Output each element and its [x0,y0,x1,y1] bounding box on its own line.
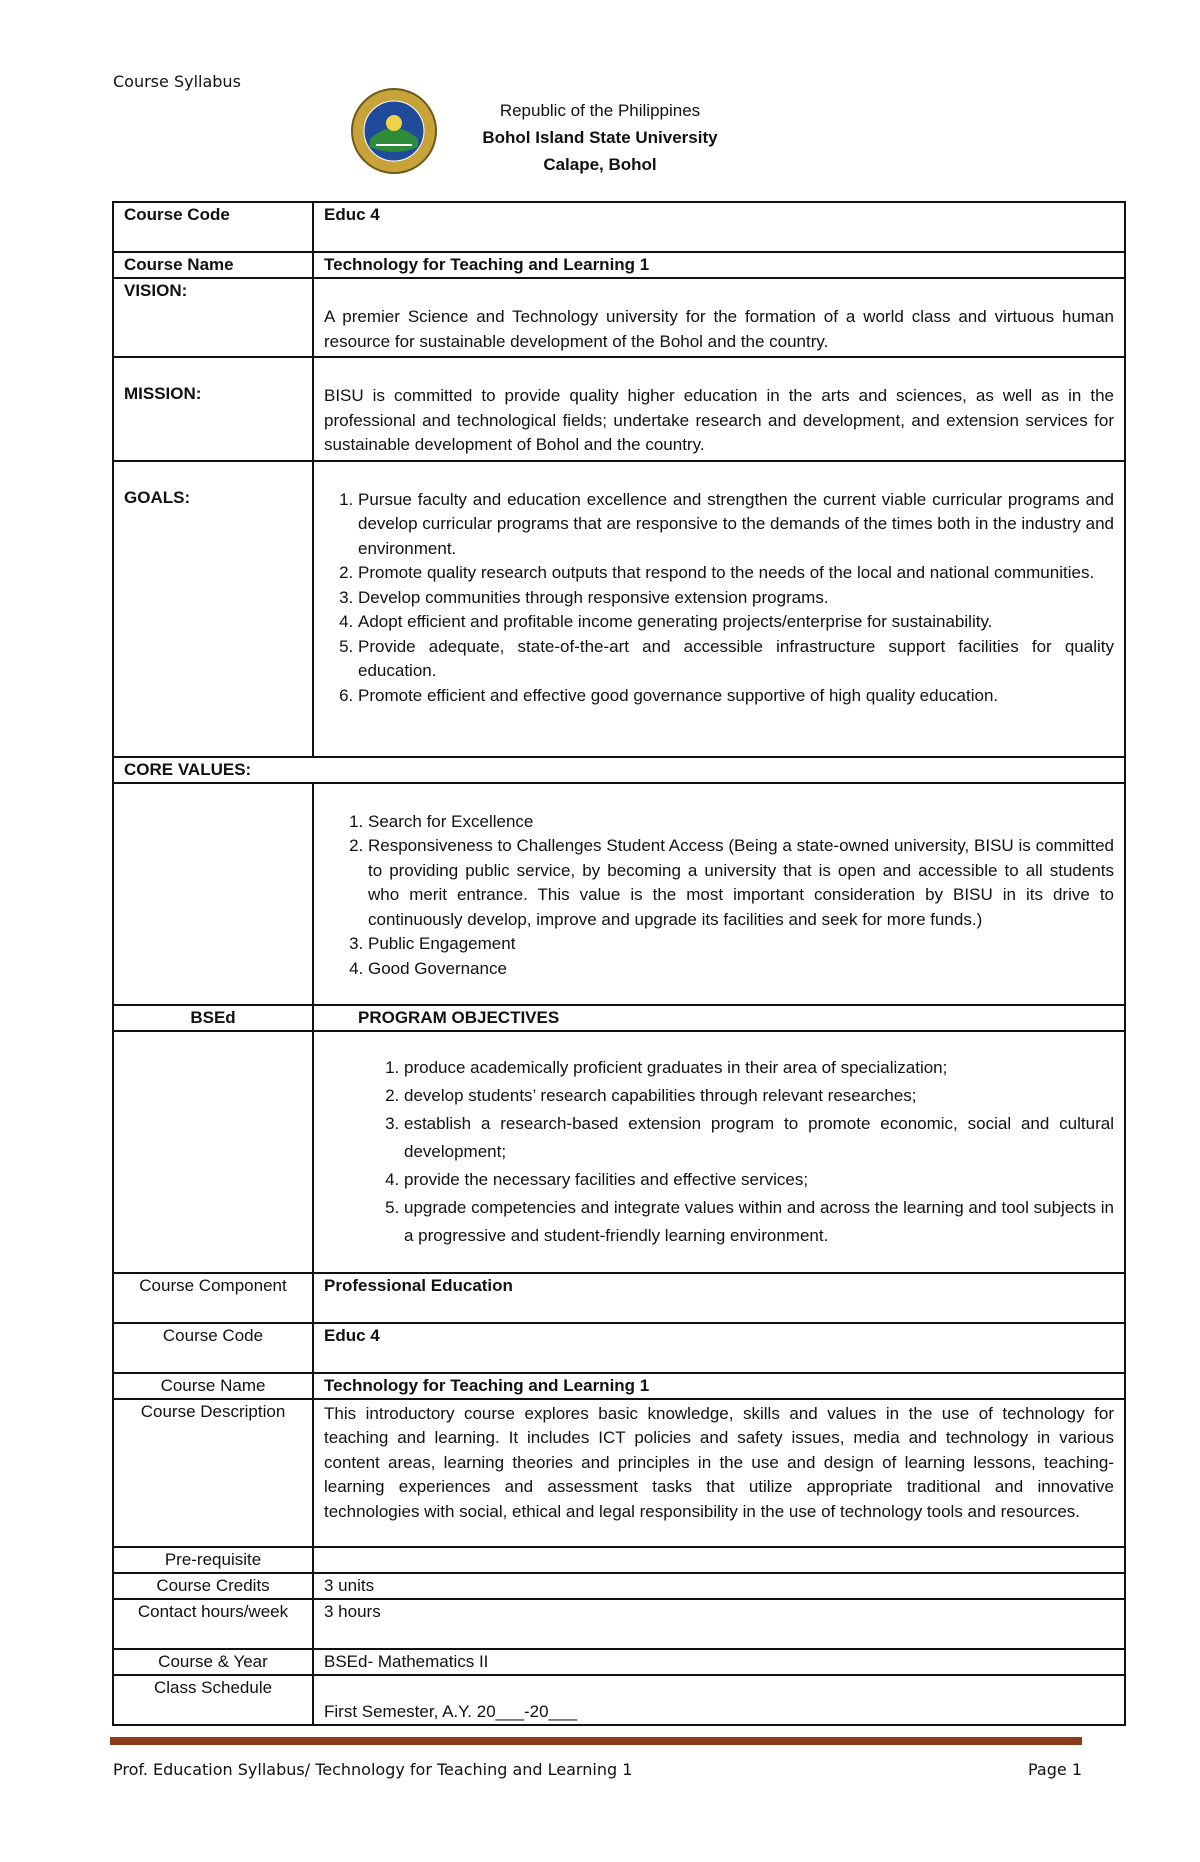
syllabus-table [112,201,1126,1726]
list-item: 4. provide the necessary facilities and effective services; [404,1166,1114,1194]
course-name-value: Technology for Teaching and Learning 1 [313,252,1125,278]
row-core-values-header [113,757,1125,783]
vision-label: VISION: [113,278,313,357]
row-credits [113,1573,1125,1599]
row-mission [113,357,1125,461]
core-values-empty [113,783,313,1005]
goals-label: GOALS: [113,461,313,757]
course-code-value: Educ 4 [313,202,1125,252]
mission-text: BISU is committed to provide quality higher education in the arts and sciences, as well as in the professional and technological fields; undertake research and development, and extension services for sustainable development of Bohol and the country. [313,357,1125,461]
list-item: 5. Provide adequate, state-of-the-art and accessible infrastructure support facilities for quality education. [358,635,1114,684]
row-vision [113,278,1125,357]
list-item: 1. produce academically proficient graduates in their area of specialization; [404,1054,1114,1082]
row-prerequisite [113,1547,1125,1573]
list-item: 4. Good Governance [368,957,1114,982]
list-item: 6. Promote efficient and effective good governance supportive of high quality education. [358,684,1114,709]
course-name-2-label: Course Name [113,1373,313,1399]
row-core-values [113,783,1125,1005]
prereq-label: Pre-requisite [113,1547,313,1573]
footer-title: Prof. Education Syllabus/ Technology for Teaching and Learning 1 [113,1760,633,1779]
course-code-label: Course Code [113,202,313,252]
credits-value: 3 units [313,1573,1125,1599]
row-schedule [113,1675,1125,1725]
year-label: Course & Year [113,1649,313,1675]
list-item: 3. establish a research-based extension program to promote economic, social and cultural development; [404,1110,1114,1166]
core-values-list [324,810,1114,982]
component-value: Professional Education [313,1273,1125,1323]
course-name-2-value: Technology for Teaching and Learning 1 [313,1373,1125,1399]
list-item: 2. Promote quality research outputs that respond to the needs of the local and national communities. [358,561,1114,586]
row-course-name-2 [113,1373,1125,1399]
program-empty [113,1031,313,1273]
row-course-code [113,202,1125,252]
row-course-year [113,1649,1125,1675]
course-code-2-label: Course Code [113,1323,313,1373]
row-course-code-2 [113,1323,1125,1373]
core-values-cell [313,783,1125,1005]
page-number: Page 1 [1028,1760,1082,1779]
schedule-label: Class Schedule [113,1675,313,1725]
contact-value: 3 hours [313,1599,1125,1649]
description-label: Course Description [113,1399,313,1547]
list-item: 4. Adopt efficient and profitable income generating projects/enterprise for sustainability. [358,610,1114,635]
credits-label: Course Credits [113,1573,313,1599]
row-course-name [113,252,1125,278]
row-component [113,1273,1125,1323]
program-objectives-list [324,1054,1114,1250]
list-item: 3. Public Engagement [368,932,1114,957]
program-label: BSEd [113,1005,313,1031]
mission-label: MISSION: [113,357,313,461]
row-contact-hours [113,1599,1125,1649]
core-values-label: CORE VALUES: [113,757,1125,783]
institution-header [380,97,820,178]
row-description [113,1399,1125,1547]
list-item: 3. Develop communities through responsive extension programs. [358,586,1114,611]
component-label: Course Component [113,1273,313,1323]
goals-cell [313,461,1125,757]
header-university: Bohol Island State University [482,128,718,147]
description-text: This introductory course explores basic knowledge, skills and values in the use of technology for teaching and learning. It includes ICT policies and safety issues, media and technology in various content areas, learning theories and principles in the use and design of learning lessons, teaching-learning experiences and assessment tasks that utilize appropriate traditional and innovative technologies with social, ethical and legal responsibility in the use of technology tools and resources. [313,1399,1125,1547]
footer-rule [110,1737,1082,1745]
program-objectives-cell [313,1031,1125,1273]
vision-text: A premier Science and Technology university for the formation of a world class and virtuous human resource for sustainable development of the Bohol and the country. [313,278,1125,357]
contact-label: Contact hours/week [113,1599,313,1649]
year-value: BSEd- Mathematics II [313,1649,1125,1675]
course-name-label: Course Name [113,252,313,278]
row-goals [113,461,1125,757]
row-program-header [113,1005,1125,1031]
list-item: 2. Responsiveness to Challenges Student Access (Being a state-owned university, BISU is committed to providing public service, by becoming a university that is open and accessible to all students who merit entrance. This value is the most important consideration by BISU in its drive to continuously develop, improve and upgrade its facilities and seek for more funds.) [368,834,1114,932]
course-code-2-value: Educ 4 [313,1323,1125,1373]
list-item: 1. Search for Excellence [368,810,1114,835]
prereq-value [313,1547,1125,1573]
row-program-objectives [113,1031,1125,1273]
list-item: 2. develop students’ research capabilities through relevant researches; [404,1082,1114,1110]
goals-list [324,488,1114,709]
list-item: 5. upgrade competencies and integrate values within and across the learning and tool subjects in a progressive and student-friendly learning environment. [404,1194,1114,1250]
schedule-value: First Semester, A.Y. 20___-20___ [313,1675,1125,1725]
list-item: 1. Pursue faculty and education excellence and strengthen the current viable curricular programs and develop curricular programs that are responsive to the demands of the times both in the industry and environment. [358,488,1114,562]
header-campus: Calape, Bohol [543,155,657,174]
program-objectives-label: PROGRAM OBJECTIVES [313,1005,1125,1031]
header-republic: Republic of the Philippines [499,101,701,120]
page-label: Course Syllabus [113,72,241,91]
